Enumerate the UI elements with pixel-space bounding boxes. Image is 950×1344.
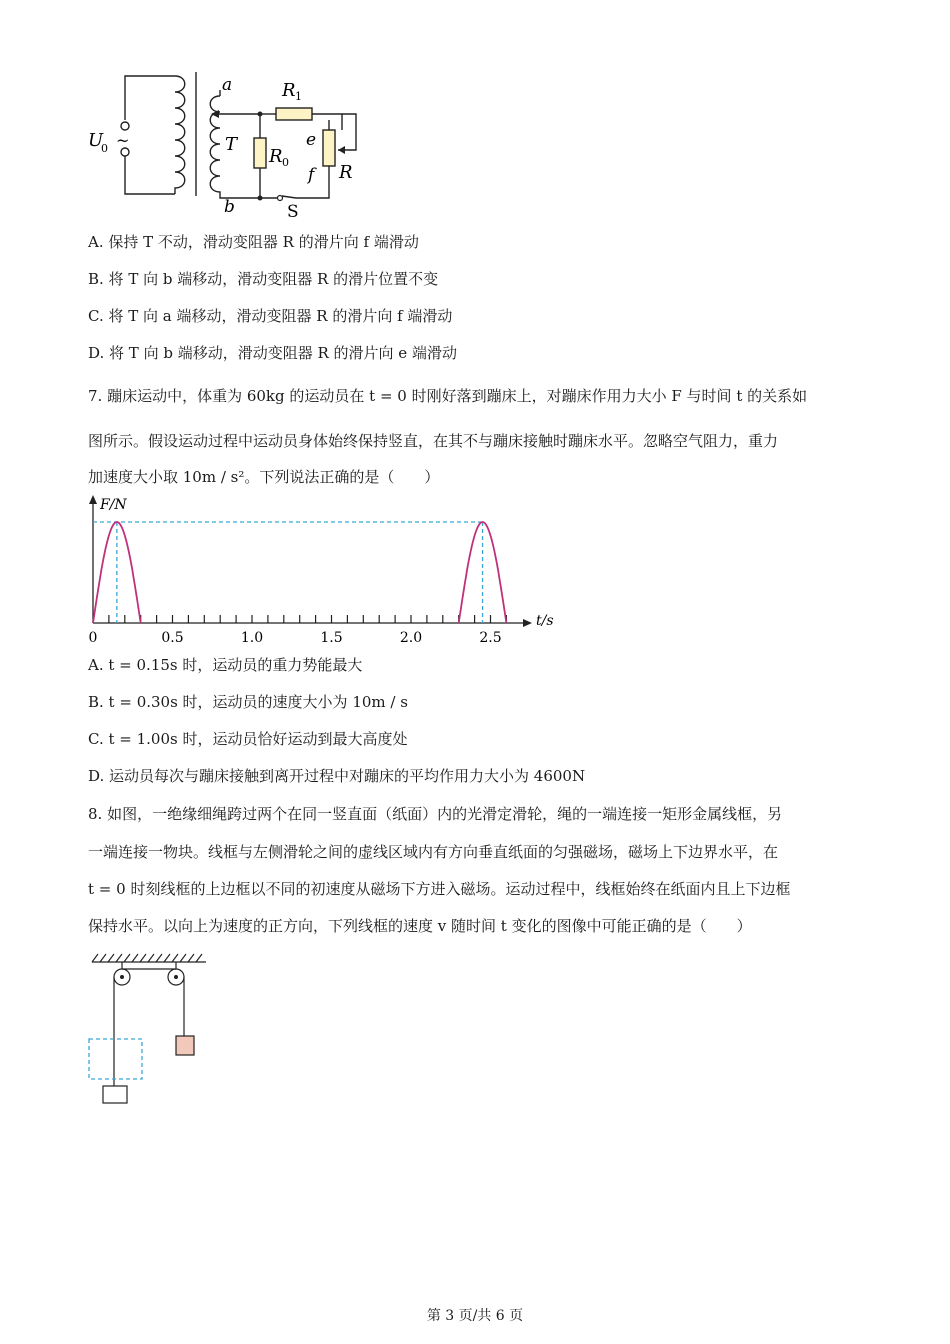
pulley-diagram [84,950,214,1110]
wire-frame [103,1086,127,1103]
label-r: R [339,162,353,183]
q8-stem-line-1: 8. 如图，一绝缘细绳跨过两个在同一竖直面（纸面）内的光滑定滑轮，绳的一端连接一矩形金属线框，另 [88,805,783,823]
label-r1-sub: 1 [295,90,302,103]
q7-option-a: A. t = 0.15s 时，运动员的重力势能最大 [88,656,363,674]
x-tick-label: 1.5 [320,630,343,646]
label-e: e [306,130,317,150]
label-b: b [224,197,235,217]
x-tick-label: 2.5 [479,630,502,646]
q7-option-d: D. 运动员每次与蹦床接触到离开过程中对蹦床的平均作用力大小为 4600N [88,767,586,785]
q6-option-c: C. 将 T 向 a 端移动，滑动变阻器 R 的滑片向 f 端滑动 [88,307,453,325]
label-tilde: ~ [116,131,130,150]
circuit-diagram [80,70,380,220]
label-u0-sub: 0 [101,142,108,155]
q7-stem-line-2: 图所示。假设运动过程中运动员身体始终保持竖直，在其不与蹦床接触时蹦床水平。忽略空气阻力，重力 [88,432,779,450]
label-f: f [308,165,315,185]
magnetic-field-region [89,1039,142,1079]
label-a: a [222,75,233,95]
label-u0: U [88,130,104,151]
label-r0-sub: 0 [282,156,289,169]
label-s: S [287,202,299,220]
q7-stem-line-3: 加速度大小取 10m / s²。下列说法正确的是（ ） [88,468,440,486]
x-tick-label: 2.0 [399,630,423,646]
q8-stem-line-2: 一端连接一物块。线框与左侧滑轮之间的虚线区域内有方向垂直纸面的匀强磁场，磁场上下边界水平，在 [88,843,779,861]
q7-option-c: C. t = 1.00s 时，运动员恰好运动到最大高度处 [88,730,408,748]
x-tick-label: 1.0 [240,630,264,646]
x-tick-label: 0 [88,630,98,646]
q6-option-a: A. 保持 T 不动，滑动变阻器 R 的滑片向 f 端滑动 [88,233,419,251]
q7-stem-line-1: 7. 蹦床运动中，体重为 60kg 的运动员在 t = 0 时刚好落到蹦床上，对蹦床作用力大小 F 与时间 t 的关系如 [88,387,808,405]
q6-option-d: D. 将 T 向 b 端移动，滑动变阻器 R 的滑片向 e 端滑动 [88,344,457,362]
q7-option-b: B. t = 0.30s 时，运动员的速度大小为 10m / s [88,693,408,711]
q8-stem-line-3: t = 0 时刻线框的上边框以不同的初速度从磁场下方进入磁场。运动过程中，线框始终在纸面内且上下边框 [88,880,791,898]
page-footer: 第 3 页/共 6 页 [426,1308,524,1324]
x-tick-label: 0.5 [161,630,184,646]
q6-option-b: B. 将 T 向 b 端移动，滑动变阻器 R 的滑片位置不变 [88,270,439,288]
y-axis-label: F/N [100,497,127,513]
label-r0: R [269,146,283,167]
x-axis-label: t/s [536,613,554,629]
label-t: T [225,134,238,155]
block [176,1036,194,1055]
force-time-chart [80,495,570,650]
label-r1: R [282,80,296,101]
q8-stem-line-4: 保持水平。以向上为速度的正方向，下列线框的速度 v 随时间 t 变化的图像中可能正确的是（ ） [88,917,752,935]
